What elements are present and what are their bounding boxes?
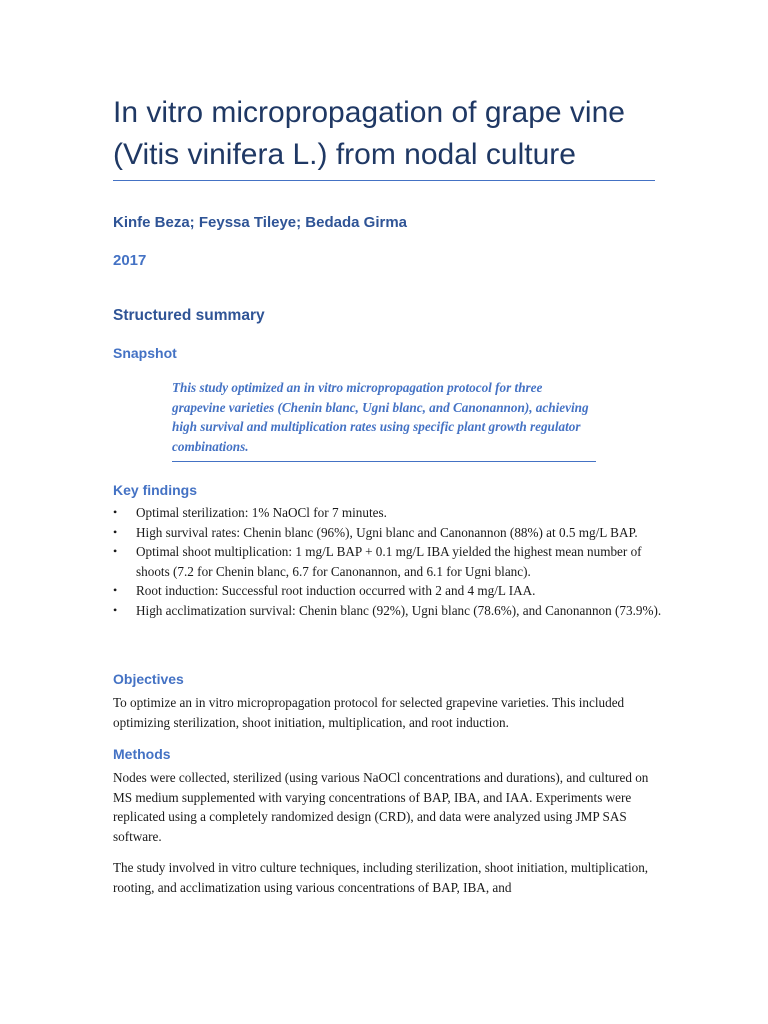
list-item [113, 503, 673, 523]
list-item [113, 601, 673, 621]
bullet-icon: • [113, 602, 118, 617]
list-item [113, 542, 673, 581]
bullet-icon: • [113, 524, 118, 539]
methods-paragraph-1: Nodes were collected, sterilized (using various NaOCl concentrations and durations), and cultured on MS medium supplemented with varying concentrations of BAP, IBA, and IAA. Experiments were replicated using a completely randomized design (CRD), and data were analyzed using JMP SAS software. [113, 770, 649, 844]
finding-text: Optimal shoot multiplication: 1 mg/L BAP + 0.1 mg/L IBA yielded the highest mean number of shoots (7.2 for Chenin blanc, 6.7 for Canonannon, and 6.1 for Ugni blanc). [136, 544, 642, 579]
bullet-icon: • [113, 583, 118, 597]
bullet-icon: • [113, 544, 118, 558]
bullet-icon: • [113, 505, 118, 519]
snapshot-quote: This study optimized an in vitro micropropagation protocol for three grapevine varieties (Chenin blanc, Ugni blanc, and Canonannon), achieving high survival and multiplication rates using specific plant growth regulator combinations. [172, 378, 596, 462]
finding-text: High survival rates: Chenin blanc (96%), Ugni blanc and Canonannon (88%) at 0.5 mg/L BAP. [136, 524, 638, 540]
methods-heading: Methods [113, 746, 171, 762]
authors: Kinfe Beza; Feyssa Tileye; Bedada Girma [113, 214, 408, 231]
finding-text: Optimal sterilization: 1% NaOCl for 7 minutes. [136, 505, 387, 520]
key-findings-heading: Key findings [113, 482, 198, 498]
methods-paragraph-2: The study involved in vitro culture techniques, including sterilization, shoot initiation, multiplication, rooting, and acclimatization using various concentrations of BAP, IBA, and [113, 860, 649, 895]
snapshot-heading: Snapshot [113, 345, 177, 361]
structured-summary-heading: Structured summary [113, 307, 265, 324]
objectives-heading: Objectives [113, 671, 184, 687]
objectives-text: To optimize an in vitro micropropagation protocol for selected grapevine varieties. This included optimizing sterilization, shoot initiation, multiplication, and root induction. [113, 695, 625, 730]
list-item [113, 581, 673, 601]
title-underline [113, 180, 655, 181]
document-title: In vitro micropropagation of grape vine (Vitis vinifera L.) from nodal culture [113, 96, 625, 171]
finding-text: High acclimatization survival: Chenin blanc (92%), Ugni blanc (78.6%), and Canonannon (73.9%). [136, 602, 662, 618]
finding-text: Root induction: Successful root induction occurred with 2 and 4 mg/L IAA. [136, 583, 536, 598]
key-findings-list [113, 503, 673, 620]
list-item [113, 523, 673, 543]
publication-year: 2017 [113, 252, 147, 269]
